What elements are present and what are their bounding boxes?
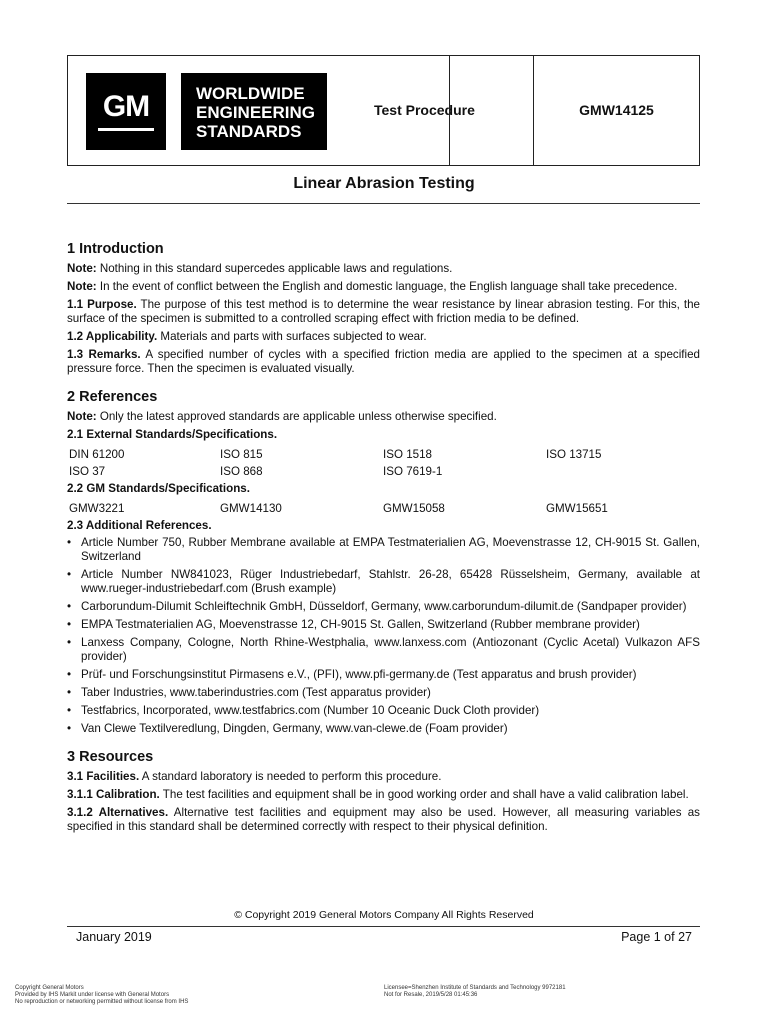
copyright-notice: © Copyright 2019 General Motors Company All Rights Reserved (234, 909, 534, 921)
license-line: No reproduction or networking permitted without license from IHS (15, 999, 189, 1005)
para-text: The test facilities and equipment shall be in good working order and shall have a valid calibration label. (159, 788, 689, 801)
bullet-icon: • (67, 618, 72, 631)
reference-text: EMPA Testmaterialien AG, Moevenstrasse 12, CH-9015 St. Gallen, Switzerland (Rubber membrane provider) (81, 618, 640, 631)
reference-text: Taber Industries, www.taberindustries.com (Test apparatus provider) (81, 686, 431, 699)
para-text: A specified number of cycles with a specified friction media are applied to the specimen at a specified pressure force. Then the specimen is evaluated visually. (67, 348, 700, 375)
paragraph (67, 280, 700, 294)
section-resources (67, 748, 700, 834)
gm-logo-underline (98, 128, 154, 131)
additional-references-list (67, 536, 700, 736)
list-item (67, 686, 700, 700)
gm-logo-text: GM (102, 90, 150, 123)
page-number: Page 1 of 27 (621, 930, 692, 944)
para-label: 1.2 Applicability. (67, 330, 158, 343)
license-notice-left (15, 985, 188, 1006)
paragraph (67, 262, 700, 276)
header-divider (449, 56, 450, 165)
gm-logo (86, 73, 166, 150)
standard-ref: GMW15058 (383, 502, 445, 515)
reference-text: Article Number NW841023, Rüger Industriebedarf, Stahlstr. 26-28, 65428 Rüsselsheim, Germany, available at www.rueger-industriebedarf.com (Brush example) (81, 568, 700, 595)
para-text: Alternative test facilities and equipment may also be used. However, all measuring variables as specified in this standard shall be determined correctly with respect to their physical definition. (67, 806, 700, 833)
reference-text: Lanxess Company, Cologne, North Rhine-Westphalia, www.lanxess.com (Antiozonant (Cyclic Acetal) Vulkazon AFS provider) (81, 636, 700, 663)
bullet-icon: • (67, 668, 72, 681)
license-line: Licensee=Shenzhen Institute of Standards and Technology 9972181 (384, 985, 566, 991)
paragraph (67, 330, 700, 344)
gm-standards-grid (69, 500, 700, 517)
standard-ref: ISO 815 (220, 448, 263, 461)
para-text: Only the latest approved standards are applicable unless otherwise specified. (96, 410, 497, 423)
reference-text: Van Clewe Textilveredlung, Dingden, Germany, www.van-clewe.de (Foam provider) (81, 722, 508, 735)
standard-ref: ISO 1518 (383, 448, 432, 461)
document-type: Test Procedure (374, 102, 475, 118)
badge-line: ENGINEERING (196, 103, 316, 122)
paragraph (67, 298, 700, 326)
standard-ref: ISO 13715 (546, 448, 602, 461)
badge-line: WORLDWIDE (196, 84, 305, 103)
list-item (67, 536, 700, 564)
title-divider (67, 203, 700, 204)
subsection-heading: 2.2 GM Standards/Specifications. (67, 482, 250, 495)
header-box (67, 55, 700, 166)
para-label: 3.1.2 Alternatives. (67, 806, 169, 819)
license-line: Not for Resale, 2019/5/28 01:45:36 (384, 992, 478, 998)
bullet-icon: • (67, 636, 72, 649)
footer-date: January 2019 (76, 930, 152, 944)
standard-ref: ISO 7619-1 (383, 465, 443, 478)
standard-ref: GMW3221 (69, 502, 125, 515)
reference-text: Article Number 750, Rubber Membrane available at EMPA Testmaterialien AG, Moevenstrasse 12, CH-9015 St. Gallen, Switzerland (81, 536, 700, 563)
para-label: 3.1 Facilities. (67, 770, 140, 783)
para-label: Note: (67, 280, 97, 293)
license-line: Copyright General Motors (15, 985, 84, 991)
standard-ref: GMW14130 (220, 502, 282, 515)
list-item (67, 636, 700, 664)
reference-text: Prüf- und Forschungsinstitut Pirmasens e.V., (PFI), www.pfi-germany.de (Test apparatus and brush provider) (81, 668, 637, 681)
para-label: 1.3 Remarks. (67, 348, 141, 361)
standard-ref: ISO 868 (220, 465, 263, 478)
list-item (67, 704, 700, 718)
license-line: Provided by IHS Markit under license with General Motors (15, 992, 170, 998)
para-text: The purpose of this test method is to determine the wear resistance by linear abrasion testing. For this, the surface of the specimen is submitted to a controlled scraping effect with friction media to be defined. (67, 298, 701, 325)
list-item (67, 600, 700, 614)
list-item (67, 668, 700, 682)
standard-ref (546, 463, 702, 480)
external-standards-grid (69, 446, 700, 480)
bullet-icon: • (67, 722, 72, 735)
section-heading: 2 References (67, 389, 158, 405)
para-text: Materials and parts with surfaces subjected to wear. (157, 330, 427, 343)
list-item (67, 618, 700, 632)
document-body (67, 240, 700, 846)
section-references (67, 388, 700, 736)
section-introduction (67, 240, 700, 376)
bullet-icon: • (67, 704, 72, 717)
paragraph (67, 348, 700, 376)
page-title: Linear Abrasion Testing (293, 175, 475, 192)
para-text: A standard laboratory is needed to perform this procedure. (139, 770, 442, 783)
license-notice-right (384, 985, 566, 999)
standard-ref: GMW15651 (546, 502, 608, 515)
paragraph (67, 806, 700, 834)
section-heading: 3 Resources (67, 749, 154, 765)
para-text: Nothing in this standard supercedes applicable laws and regulations. (96, 262, 453, 275)
para-label: 3.1.1 Calibration. (67, 788, 160, 801)
reference-text: Testfabrics, Incorporated, www.testfabrics.com (Number 10 Oceanic Duck Cloth provider) (81, 704, 540, 717)
paragraph (67, 770, 700, 784)
footer-divider (67, 926, 700, 927)
paragraph (67, 788, 700, 802)
bullet-icon: • (67, 600, 72, 613)
side-watermark (712, 450, 722, 540)
para-label: Note: (67, 410, 97, 423)
list-item (67, 568, 700, 596)
bullet-icon: • (67, 536, 72, 549)
subsection-heading: 2.1 External Standards/Specifications. (67, 428, 278, 441)
reference-text: Carborundum-Dilumit Schleiftechnik GmbH, Düsseldorf, Germany, www.carborundum-dilumit.de (Sandpaper provider) (81, 600, 687, 613)
badge-line: STANDARDS (196, 122, 302, 141)
bullet-icon: • (67, 568, 72, 581)
subsection-heading: 2.3 Additional References. (67, 519, 212, 532)
bullet-icon: • (67, 686, 72, 699)
section-heading: 1 Introduction (67, 241, 164, 257)
para-label: 1.1 Purpose. (67, 298, 137, 311)
para-label: Note: (67, 262, 97, 275)
list-item (67, 722, 700, 736)
worldwide-engineering-standards-badge (181, 73, 327, 150)
paragraph (67, 410, 700, 424)
para-text: In the event of conflict between the English and domestic language, the English language shall take precedence. (96, 280, 678, 293)
standard-ref: DIN 61200 (69, 448, 125, 461)
standard-ref: ISO 37 (69, 465, 106, 478)
standard-number: GMW14125 (579, 102, 654, 118)
